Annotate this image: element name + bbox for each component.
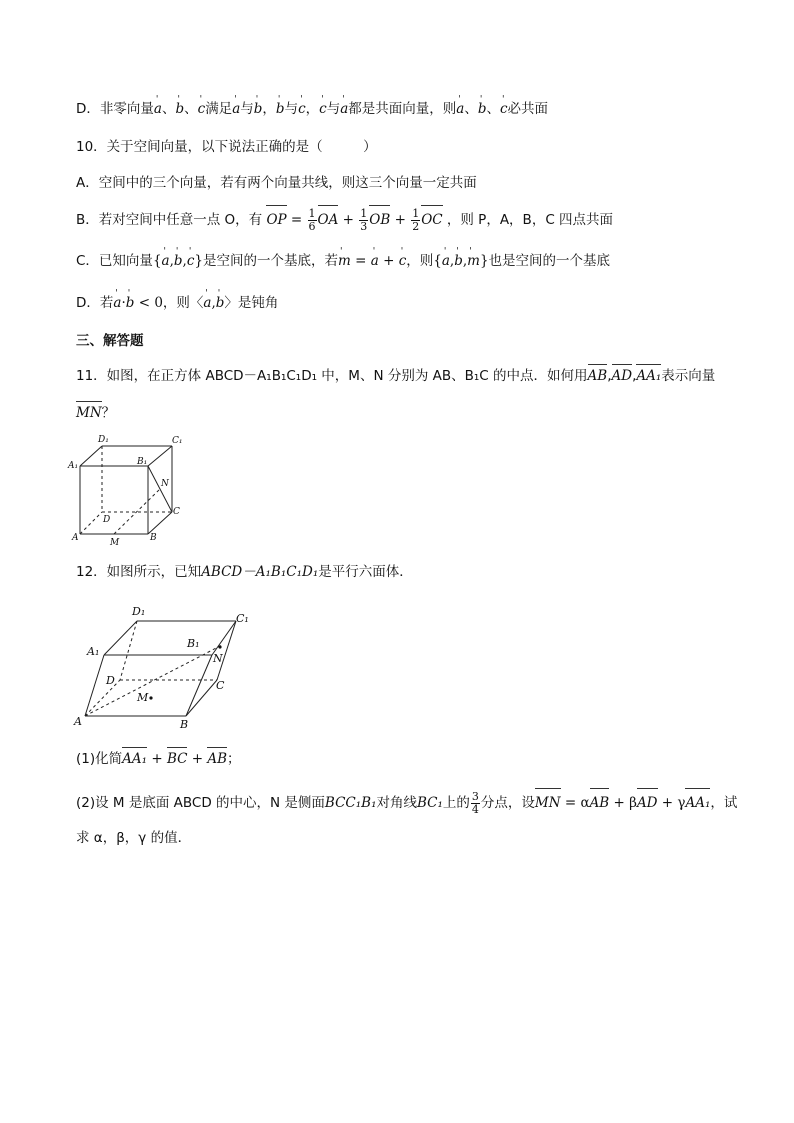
q10-c-prefix: C．已知向量 [76, 253, 153, 269]
q12-part2-mid2: 上的 [442, 795, 470, 811]
vector-b: ' b [276, 99, 285, 119]
vector-ab: AB [207, 751, 228, 767]
q10-b-prefix: B．若对空间中任意一点 O，有 [76, 212, 263, 228]
label-a: A [74, 715, 82, 728]
fraction-1-2: $\frac{1}{2}$ [412, 206, 420, 233]
vector-mn: MN [76, 405, 102, 421]
q9-d-prefix: D．非零向量 [76, 101, 154, 117]
vector-aa1: AA₁ [636, 368, 662, 384]
point-m [149, 696, 152, 699]
with-text: 与 [326, 101, 341, 117]
separator: 、 [464, 101, 478, 117]
label-a1: A₁ [68, 461, 79, 471]
dot-product-inequality: ' a·' b < 0 [113, 295, 163, 311]
label-c: C [173, 507, 180, 517]
q11-line-1: 11．如图，在正方体 ABCD－A₁B₁C₁D₁ 中，M、N 分别为 AB、B₁C 的中点．如何用AB,AD,AA₁表示向量 [76, 368, 716, 384]
q12-stem-post: 是平行六面体． [318, 564, 413, 580]
vector-a: ' a [154, 99, 162, 119]
q11-text-post: 表示向量 [661, 368, 716, 384]
q10-option-d [76, 293, 278, 313]
vector-c: ' c [319, 99, 327, 119]
vector-b: ' b [478, 99, 487, 119]
vector-b: ' b [175, 99, 184, 119]
q10-d-mid: ，则 [162, 295, 190, 311]
label-b1: B₁ [137, 457, 148, 467]
q12-part2-mid: 对角线 [376, 795, 417, 811]
label-b: B [180, 718, 189, 731]
vector-a: ' a [456, 99, 464, 119]
with-text: 与 [240, 101, 254, 117]
vector-a: ' a [232, 99, 240, 119]
label-c1: C₁ [172, 436, 183, 446]
vector-ob: OB [369, 207, 390, 233]
q10-d-suffix: 是钝角 [237, 295, 279, 311]
vector-ab: AB [587, 368, 608, 384]
vector-c: ' c [298, 99, 306, 119]
vector-aa1: AA₁ [122, 751, 148, 767]
fraction-1-6: $\frac{1}{6}$ [308, 206, 316, 233]
point-n [218, 645, 221, 648]
vector-bc: BC [166, 751, 188, 767]
face-name: BCC₁B₁ [324, 795, 377, 811]
separator: 、 [184, 101, 198, 117]
q10-c-mid: 是空间的一个基底，若 [203, 253, 338, 269]
label-m: M [110, 538, 120, 548]
label-b: B [150, 533, 157, 543]
comma: ， [305, 101, 320, 117]
q10-option-a: A．空间中的三个向量，若有两个向量共线，则这三个向量一定共面 [76, 175, 477, 191]
q10-c-suffix: 也是空间的一个基底 [488, 253, 611, 269]
q12-part-1: (1)化简AA₁ + BC + AB； [76, 751, 241, 767]
vector-b: ' b [254, 99, 263, 119]
separator: 、 [486, 101, 500, 117]
q12-part-2: (2)设 M 是底面 ABCD 的中心，N 是侧面BCC₁B₁对角线BC₁上的 $\frac{3}{4}$ 分点，设MN = αAB + βAD + γAA₁，试 [76, 789, 738, 816]
label-a: A [72, 533, 79, 543]
label-a1: A₁ [87, 645, 100, 658]
section-title: 三、解答题 [76, 333, 144, 349]
with-text: 与 [284, 101, 299, 117]
separator: 、 [161, 101, 176, 117]
basis-abc: {' a,' b,' c} [153, 253, 203, 269]
basis-abm: {' a,' b,' m} [433, 253, 488, 269]
vector-ab: AB [590, 790, 610, 816]
semicolon: ； [227, 751, 241, 767]
label-d1: D₁ [132, 605, 146, 618]
vector-ad: AD [611, 368, 633, 384]
cube-figure [66, 434, 191, 550]
q10-b-suffix: ，则 P，A，B，C 四点共面 [446, 212, 614, 228]
q10-option-c [76, 251, 610, 271]
fraction-1-3: $\frac{1}{3}$ [360, 206, 368, 233]
parallelepiped-name: ABCD－A₁B₁C₁D₁ [201, 564, 319, 580]
q12-stem [76, 562, 413, 582]
vector-oc: OC [421, 207, 442, 233]
q10-c-mid2: ，则 [406, 253, 434, 269]
comma: ， [262, 101, 276, 117]
q12-stem-pre: 12．如图所示，已知 [76, 564, 202, 580]
vector-op: OP [266, 207, 286, 233]
label-d1: D₁ [98, 435, 109, 445]
q9-satisfy: 满足 [205, 101, 233, 117]
q10-option-b: B．若对空间中任意一点 O，有 OP = $\frac{1}{6}$ OA + $\frac{1}{3}$ OB + $\frac{1}{2}$ OC ，则 P，A，B，C 四点共面 [76, 206, 614, 233]
diagonal-name: BC₁ [416, 795, 443, 811]
q12-part2-pre: (2)设 M 是底面 ABCD 的中心，N 是侧面 [76, 795, 325, 811]
angle-ab: 〈' a,' b〉 [190, 295, 238, 311]
equation-m: ' m = ' a + ' c [338, 253, 406, 269]
vector-ad: AD [637, 790, 658, 816]
label-d: D [103, 515, 111, 525]
label-d: D [106, 674, 115, 687]
q10-stem: 10．关于空间向量，以下说法正确的是（ ） [76, 139, 377, 155]
q12-part1-pre: (1)化简 [76, 751, 123, 767]
fraction-3-4: $\frac{3}{4}$ [471, 789, 479, 816]
label-n: N [161, 479, 169, 489]
q11-text-pre: 11．如图，在正方体 ABCD－A₁B₁C₁D₁ 中，M、N 分别为 AB、B₁C 的中点．如何用 [76, 368, 588, 384]
label-b1: B₁ [187, 637, 200, 650]
parallelepiped-figure [70, 600, 270, 735]
vector-oa: OA [318, 207, 339, 233]
label-m: M [137, 691, 149, 704]
question-mark: ？ [101, 405, 116, 421]
vector-mn: MN [535, 790, 561, 816]
label-n: N [213, 652, 223, 665]
vector-c: ' c [500, 99, 508, 119]
q11-line-2 [76, 403, 115, 423]
q9-option-d [76, 99, 548, 119]
label-c: C [216, 679, 225, 692]
q9-must-coplanar: 必共面 [507, 101, 549, 117]
q10-d-prefix: D．若 [76, 295, 114, 311]
q12-part-2-line-2: 求 α，β，γ 的值． [76, 830, 192, 846]
vector-aa1: AA₁ [685, 790, 710, 816]
q12-part2-mid3: 分点，设 [480, 795, 535, 811]
q9-all-coplanar: 都是共面向量，则 [348, 101, 457, 117]
label-c1: C₁ [236, 612, 249, 625]
q12-part2-post: ，试 [710, 795, 738, 811]
vector-a: ' a [340, 99, 348, 119]
vector-c: ' c [198, 99, 206, 119]
